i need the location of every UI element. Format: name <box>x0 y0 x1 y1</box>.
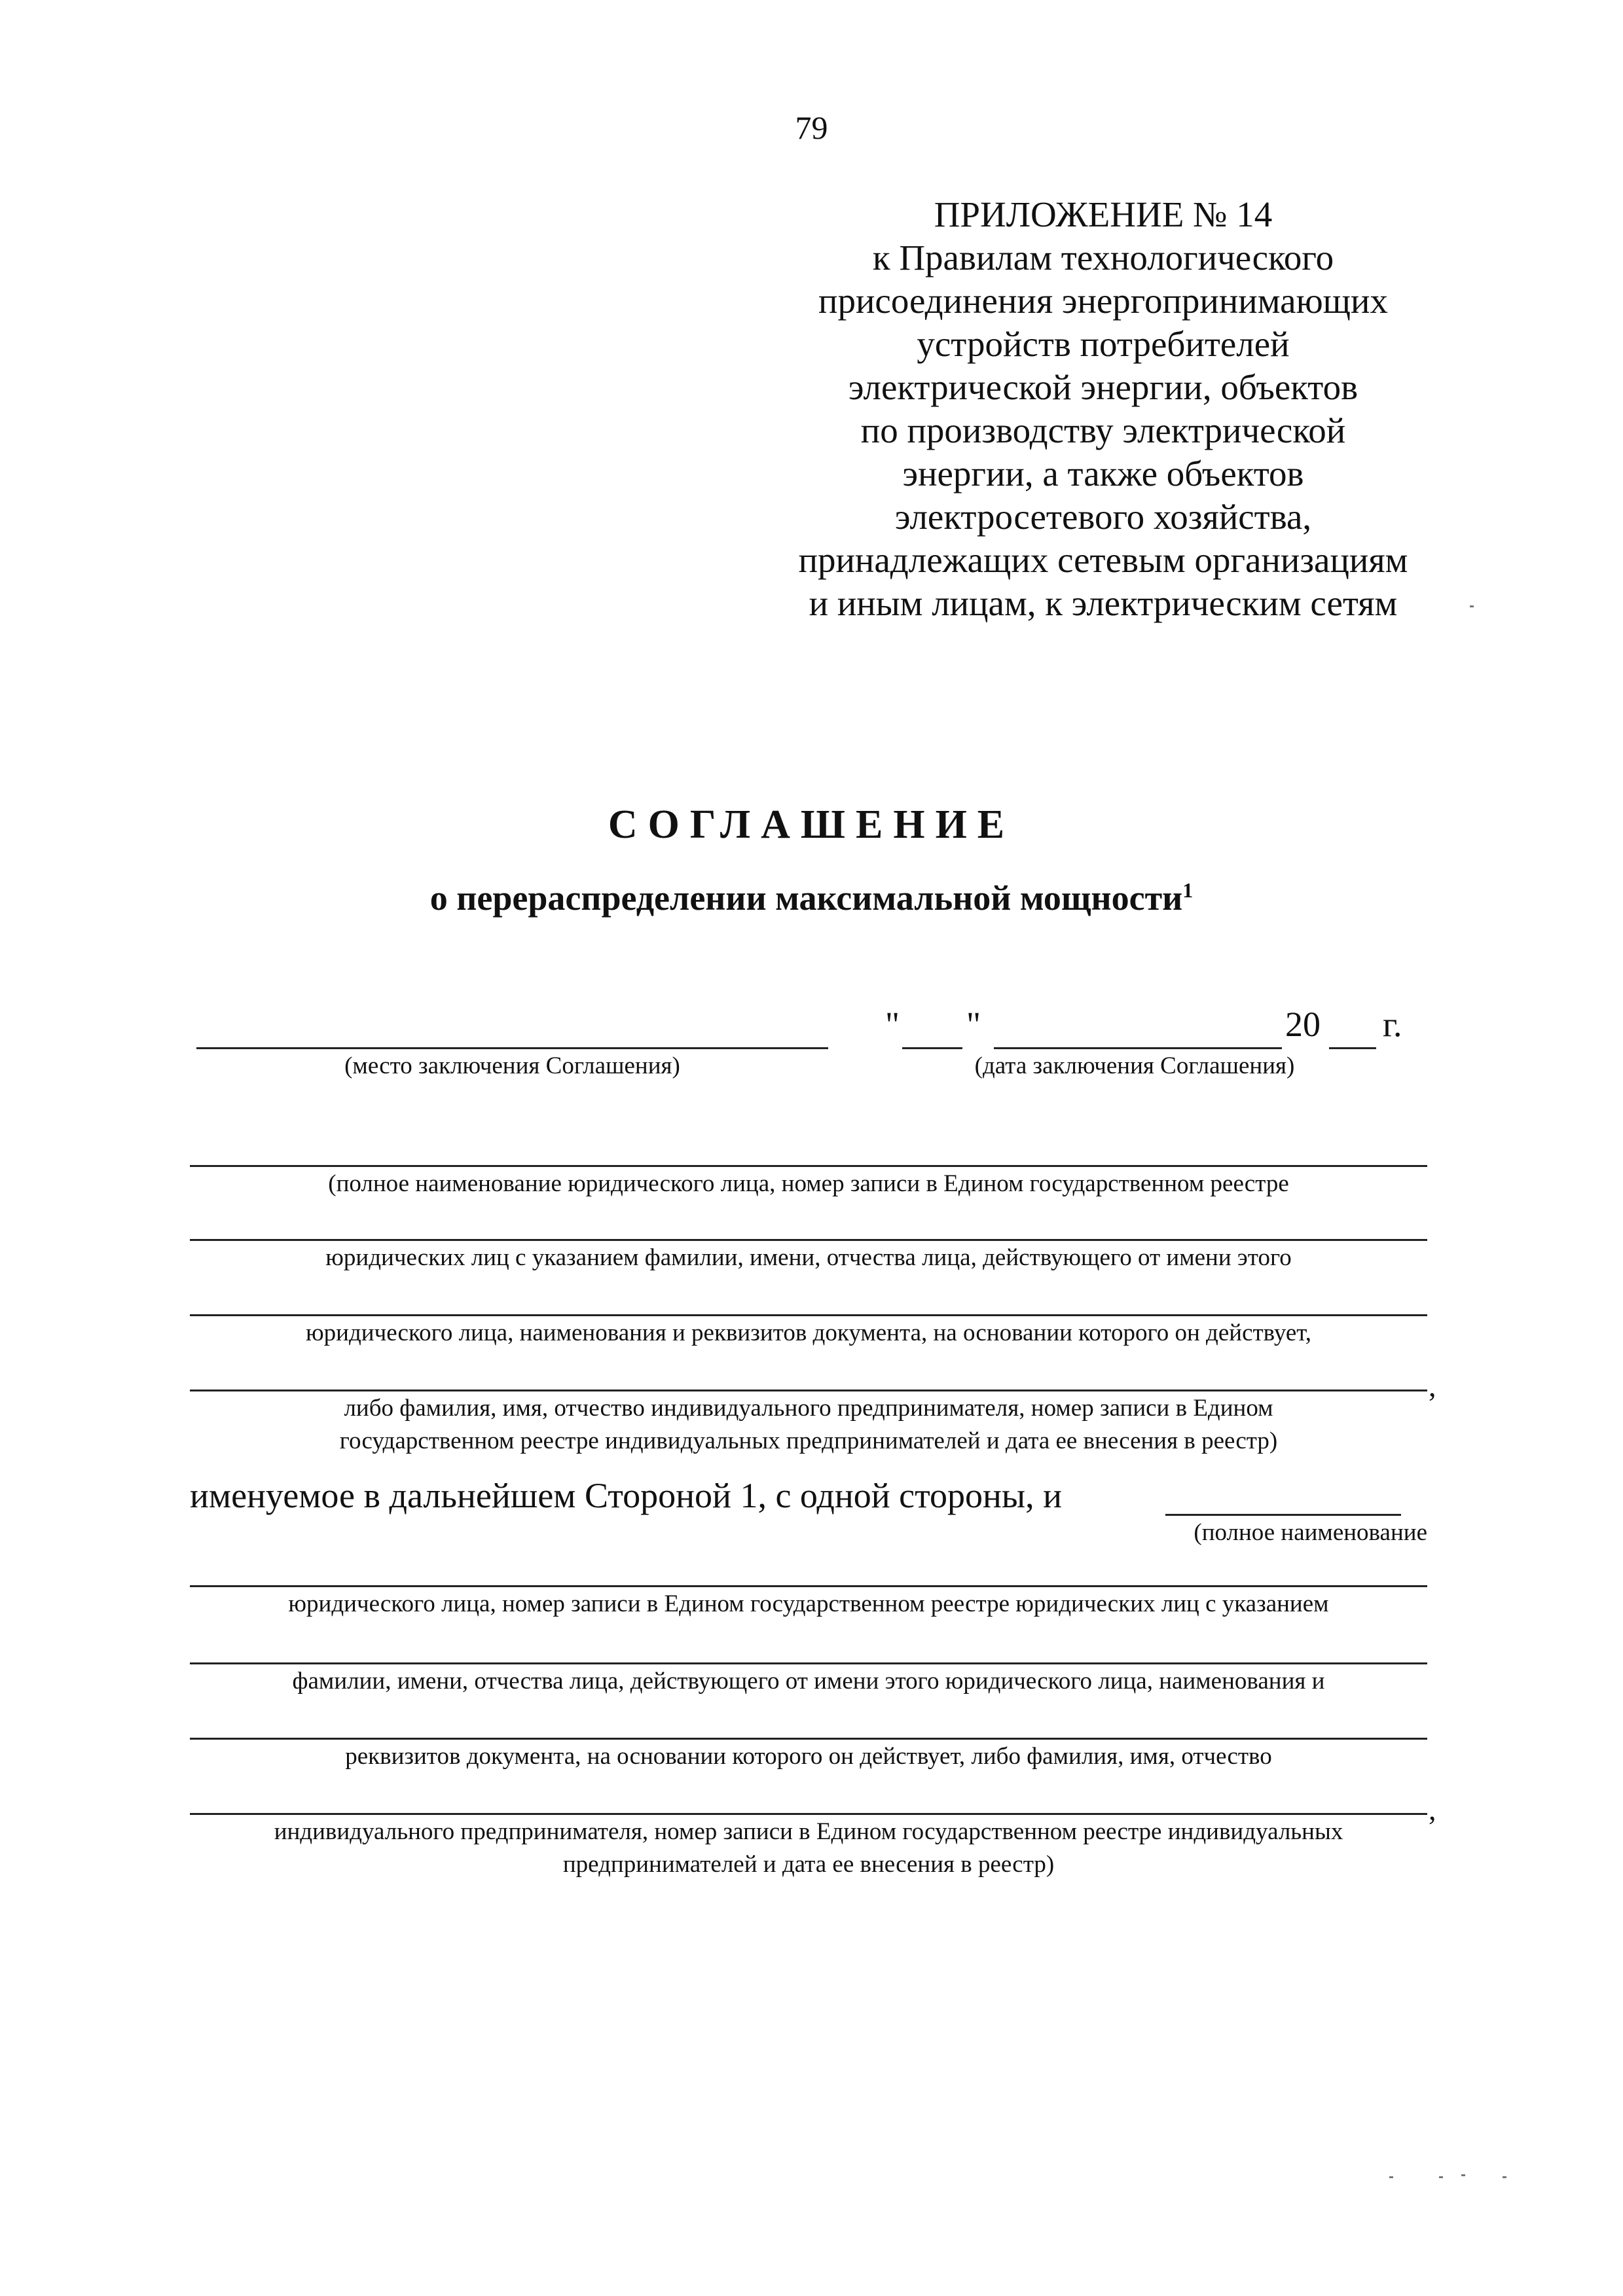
appendix-line: электросетевого хозяйства, <box>894 497 1312 537</box>
party2-caption-1: юридического лица, номер записи в Едином государственном реестре юридических лиц с указанием <box>288 1590 1329 1617</box>
appendix-line: по производству электрической <box>860 410 1346 450</box>
date-caption: (дата заключения Соглашения) <box>974 1052 1295 1079</box>
year-prefix: 20 <box>1285 1005 1321 1044</box>
party2-caption-4: индивидуального предпринимателя, номер записи в Едином государственном реестре индивидуальных <box>274 1818 1343 1845</box>
scan-speck <box>1503 2176 1506 2178</box>
party1-caption-5: государственном реестре индивидуальных предпринимателей и дата ее внесения в реестр) <box>339 1427 1278 1454</box>
scan-speck <box>1389 2176 1393 2178</box>
appendix-line: принадлежащих сетевым организациям <box>798 540 1408 580</box>
year-suffix: г. <box>1383 1005 1402 1044</box>
party2-caption-3: реквизитов документа, на основании которого он действует, либо фамилия, имя, отчество <box>345 1743 1272 1770</box>
subtitle-text: о перераспределении максимальной мощности <box>429 878 1183 918</box>
party2-caption-5: предпринимателей и дата ее внесения в реестр) <box>562 1851 1055 1878</box>
date-quote-close: " <box>966 1005 981 1044</box>
date-quote-open: " <box>885 1005 900 1044</box>
appendix-heading: ПРИЛОЖЕНИЕ № 14 <box>934 194 1273 234</box>
place-caption: (место заключения Соглашения) <box>344 1052 680 1079</box>
party1-caption-3: юридического лица, наименования и реквизитов документа, на основании которого он действует, <box>306 1319 1311 1346</box>
appendix-line: энергии, а также объектов <box>902 454 1304 493</box>
party2-comma: , <box>1429 1793 1436 1826</box>
party1-comma: , <box>1429 1369 1436 1403</box>
party2-caption-2: фамилии, имени, отчества лица, действующего от имени этого юридического лица, наименования и <box>292 1668 1325 1695</box>
document-title: СОГЛАШЕНИЕ <box>608 802 1015 847</box>
party1-caption-1: (полное наименование юридического лица, номер записи в Едином государственном реестре <box>328 1170 1289 1197</box>
appendix-line: присоединения энергопринимающих <box>818 281 1388 321</box>
appendix-line: и иным лицам, к электрическим сетям <box>809 583 1398 623</box>
scan-speck <box>1470 605 1474 607</box>
appendix-line: к Правилам технологического <box>872 238 1334 278</box>
scan-speck <box>1439 2176 1443 2178</box>
appendix-block <box>720 193 1486 625</box>
scan-speck <box>1461 2174 1465 2176</box>
footnote-marker: 1 <box>1182 878 1194 902</box>
page-number: 79 <box>795 109 828 146</box>
party2-caption-start: (полное наименование <box>1194 1519 1427 1546</box>
party1-caption-4: либо фамилия, имя, отчество индивидуального предпринимателя, номер записи в Едином <box>344 1395 1273 1422</box>
party1-designation-text: именуемое в дальнейшем Стороной 1, с одной стороны, и <box>190 1476 1063 1515</box>
appendix-line: устройств потребителей <box>917 324 1290 364</box>
party1-caption-2: юридических лиц с указанием фамилии, имени, отчества лица, действующего от имени этого <box>325 1244 1292 1271</box>
appendix-line: электрической энергии, объектов <box>848 367 1359 407</box>
document-subtitle <box>0 867 1623 921</box>
